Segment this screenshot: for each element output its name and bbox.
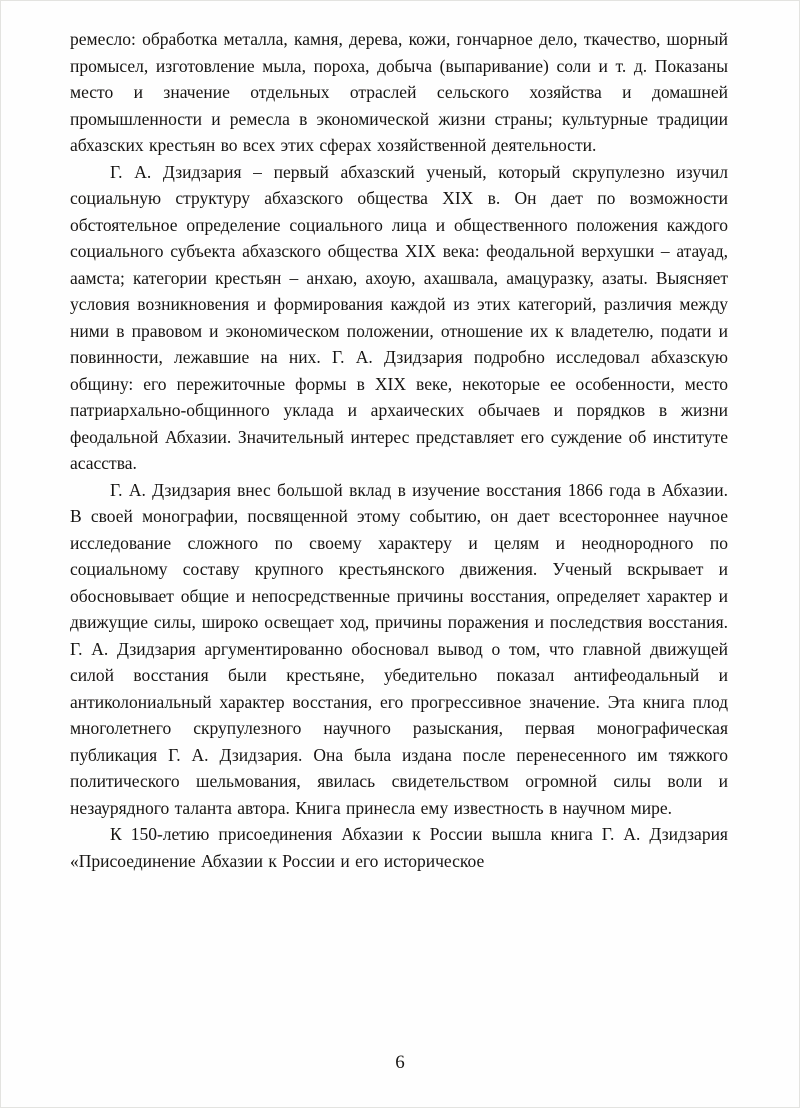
paragraph: К 150-летию присоединения Абхазии к России вышла книга Г. А. Дзидзария «Присоединение Абхазии к России и его историческое [70, 824, 728, 871]
paragraph: ремесло: обработка металла, камня, дерева, кожи, гончарное дело, ткачество, шорный промысел, изготовление мыла, пороха, добыча (выпаривание) соли и т. д. Показаны место и значение отдельных отраслей сельского хозяйства и домашней промышленности и ремесла в экономической жизни страны; культурные традиции абхазских крестьян во всех этих сферах хозяйственной деятельности. [70, 29, 728, 155]
page-text [70, 26, 728, 874]
paragraph: Г. А. Дзидзария – первый абхазский ученый, который скрупулезно изучил социальную структуру абхазского общества XIX в. Он дает по возможности обстоятельное определение социального лица и общественного положения каждого социального субъекта абхазского общества XIX века: феодальной верхушки – атауад, аамста; категории крестьян – анхаю, ахоую, ахашвала, амацуразку, азаты. Выясняет условия возникновения и формирования каждой из этих категорий, различия между ними в правовом и экономическом положении, отношение их к владетелю, подати и повинности, лежавшие на них. Г. А. Дзидзария подробно исследовал абхазскую общину: его пережиточные формы в XIX веке, некоторые ее особенности, место патриархально-общинного уклада и архаических обычаев и порядков в жизни феодальной Абхазии. Значительный интерес представляет его суждение об институте асасства. [70, 161, 728, 473]
paragraph: Г. А. Дзидзария внес большой вклад в изучение восстания 1866 года в Абхазии. В своей монографии, посвященной этому событию, он дает всестороннее научное исследование сложного по своему характеру и целям и неоднородного по социальному составу крупного крестьянского движения. Ученый вскрывает и обосновывает общие и непосредственные причины восстания, определяет характер и движущие силы, широко освещает ход, причины поражения и последствия восстания. Г. А. Дзидзария аргументированно обосновал вывод о том, что главной движущей силой восстания были крестьяне, убедительно показал антифеодальный и антиколониальный характер восстания, его прогрессивное значение. Эта книга плод многолетнего скрупулезного научного разыскания, первая монографическая публикация Г. А. Дзидзария. Она была издана после перенесенного им тяжкого политического шельмования, явилась свидетельством огромной силы воли и незаурядного таланта автора. Книга принесла ему известность в научном мире. [70, 479, 728, 818]
page-number: 6 [395, 1052, 405, 1073]
